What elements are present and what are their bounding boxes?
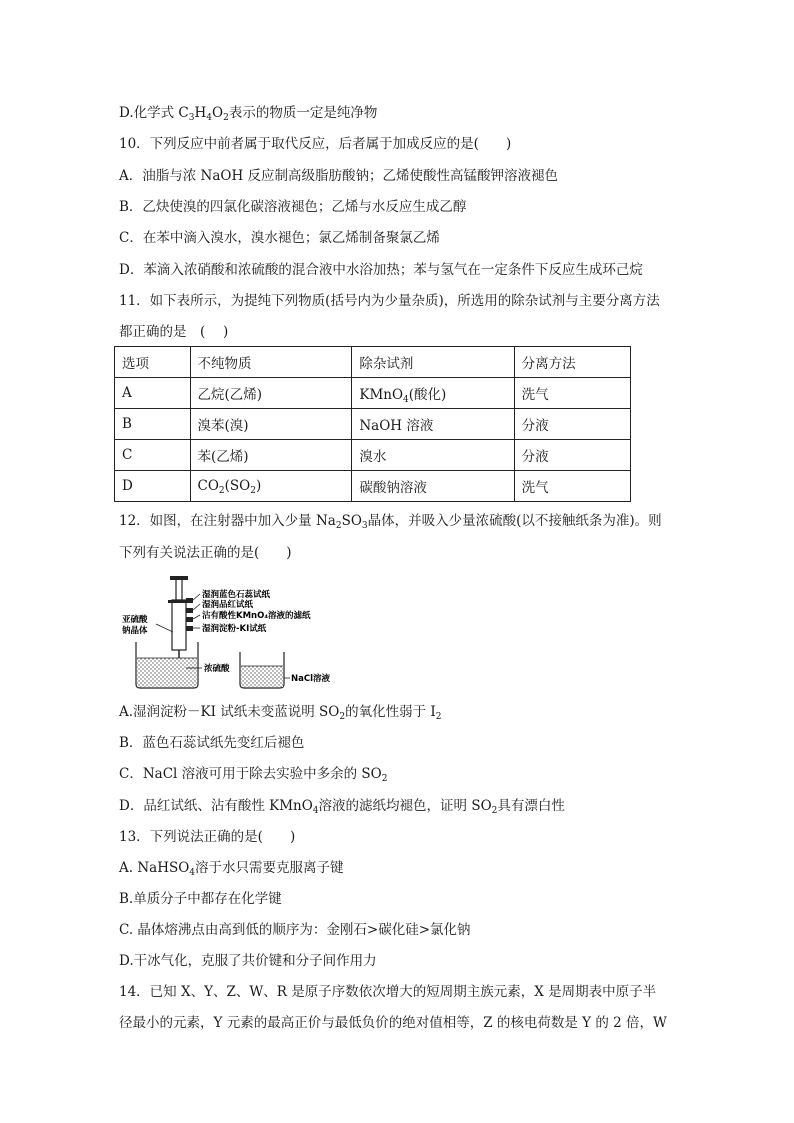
label-nacl: NaCl溶液 bbox=[291, 674, 331, 684]
line-q10d bbox=[119, 261, 643, 279]
label-starch-ki: 湿润淀粉-KI试纸 bbox=[202, 624, 267, 634]
subscript: 2 bbox=[218, 486, 225, 496]
text-run: SO bbox=[341, 513, 362, 529]
line-q10b bbox=[119, 198, 466, 216]
label-conc-acid: 浓硫酸 bbox=[204, 664, 230, 674]
text-run: D.干冰气化，克服了共价键和分子间作用力 bbox=[119, 953, 377, 969]
nacl-liquid-icon bbox=[241, 666, 283, 687]
label-sulfite-1: 亚硫酸 bbox=[122, 615, 148, 625]
text-run: ) bbox=[255, 478, 262, 494]
table-cell bbox=[352, 471, 514, 502]
text-run: (酸化) bbox=[408, 387, 447, 403]
table-row bbox=[115, 409, 631, 440]
subscript: 2 bbox=[491, 806, 498, 816]
conc-acid-liquid-icon bbox=[137, 658, 197, 687]
text-run: C bbox=[122, 447, 133, 463]
text-run: 洗气 bbox=[521, 387, 549, 403]
line-q11 bbox=[119, 292, 660, 310]
text-run: B bbox=[122, 416, 132, 432]
text-run: D．苯滴入浓硝酸和浓硫酸的混合液中水浴加热；苯与氢气在一定条件下反应生成环己烷 bbox=[119, 262, 643, 278]
table-row bbox=[115, 378, 631, 409]
line-q13b bbox=[119, 890, 282, 908]
subscript: 2 bbox=[335, 521, 342, 531]
table-header-cell: 选项 bbox=[115, 347, 191, 378]
text-run: A bbox=[122, 385, 132, 401]
table-cell bbox=[115, 471, 191, 502]
line-q11b bbox=[119, 323, 228, 341]
text-run: 的氧化性弱于 I bbox=[345, 704, 436, 720]
line-q12bb bbox=[119, 734, 304, 752]
line-q13 bbox=[119, 828, 295, 846]
text-run: 具有漂白性 bbox=[497, 798, 565, 814]
table-header-row bbox=[115, 347, 631, 378]
text-run: B．蓝色石蕊试纸先变红后褪色 bbox=[119, 735, 305, 751]
line-q9d bbox=[119, 104, 377, 122]
table-cell bbox=[190, 409, 352, 440]
subscript: 2 bbox=[250, 486, 256, 496]
table-cell bbox=[514, 409, 630, 440]
table-cell bbox=[115, 378, 191, 409]
table-cell bbox=[115, 440, 191, 471]
paper-strip-3-icon bbox=[186, 617, 193, 622]
line-q12b bbox=[119, 544, 292, 562]
subscript: 2 bbox=[381, 774, 388, 784]
label-blue-litmus: 湿润蓝色石蕊试纸 bbox=[202, 590, 271, 600]
text-run: 都正确的是 ( ) bbox=[119, 324, 229, 340]
line-q14b bbox=[119, 1014, 667, 1032]
options-table bbox=[114, 346, 631, 502]
text-run: C．在苯中滴入溴水，溴水褪色；氯乙烯制备聚氯乙烯 bbox=[119, 230, 440, 246]
subscript: 4 bbox=[189, 868, 196, 878]
text-run: 碳酸钠溶液 bbox=[359, 480, 427, 496]
table-cell bbox=[514, 440, 630, 471]
text-run: B.单质分子中都存在化学键 bbox=[119, 891, 282, 907]
table-cell bbox=[352, 409, 514, 440]
line-q13a bbox=[119, 859, 344, 877]
text-run: 乙烷(乙烯) bbox=[197, 387, 263, 403]
text-run: C．NaCl 溶液可用于除去实验中多余的 SO bbox=[119, 766, 382, 782]
text-run: 溶于水只需要克服离子键 bbox=[195, 860, 344, 876]
subscript: 3 bbox=[188, 113, 195, 123]
text-run: 溴水 bbox=[359, 449, 387, 465]
subscript: 2 bbox=[223, 113, 229, 123]
text-run: 晶体，并吸入少量浓硫酸(以不接触纸条为准)。则 bbox=[367, 513, 662, 529]
table-cell bbox=[190, 378, 352, 409]
text-run: CO bbox=[197, 478, 219, 494]
line-q10a bbox=[119, 167, 558, 185]
line-q12a bbox=[119, 703, 441, 721]
text-run: KMnO bbox=[359, 387, 404, 403]
text-run: D.化学式 C bbox=[119, 105, 189, 121]
text-run: D bbox=[122, 478, 133, 494]
paper-strip-2-icon bbox=[186, 608, 193, 613]
syringe-plunger-icon bbox=[176, 578, 182, 600]
text-run: NaOH 溶液 bbox=[359, 418, 434, 434]
text-run: 溴苯(溴) bbox=[197, 418, 249, 434]
table-header-cell: 不纯物质 bbox=[190, 347, 352, 378]
subscript: 4 bbox=[206, 113, 213, 123]
apparatus-diagram bbox=[118, 572, 398, 692]
text-run: 分液 bbox=[521, 418, 549, 434]
plunger-head-icon bbox=[170, 576, 188, 580]
subscript: 3 bbox=[361, 521, 368, 531]
table-cell bbox=[190, 471, 352, 502]
text-run: C. 晶体熔沸点由高到低的顺序为：金刚石>碳化硅>氯化钠 bbox=[119, 922, 471, 938]
table-cell bbox=[190, 440, 352, 471]
apparatus-figure bbox=[118, 572, 398, 692]
text-run: 13．下列说法正确的是( ) bbox=[119, 829, 296, 845]
text-run: 苯(乙烯) bbox=[197, 449, 249, 465]
text-run: H bbox=[194, 105, 207, 121]
table-header-cell: 除杂试剂 bbox=[352, 347, 514, 378]
line-q12 bbox=[119, 512, 662, 530]
subscript: 4 bbox=[403, 395, 409, 405]
text-run: 下列有关说法正确的是( ) bbox=[119, 545, 292, 561]
table-cell bbox=[352, 378, 514, 409]
subscript: 4 bbox=[312, 806, 319, 816]
line-q13d bbox=[119, 952, 377, 970]
text-run: (SO bbox=[224, 478, 251, 494]
table-cell bbox=[352, 440, 514, 471]
text-run: 溶液的滤纸均褪色，证明 SO bbox=[318, 798, 492, 814]
table-cell bbox=[514, 378, 630, 409]
text-run: A. NaHSO bbox=[119, 860, 190, 876]
line-q13c bbox=[119, 921, 471, 939]
text-run: O bbox=[212, 105, 224, 121]
text-run: B．乙炔使溴的四氯化碳溶液褪色；乙烯与水反应生成乙醇 bbox=[119, 199, 467, 215]
text-run: 径最小的元素，Y 元素的最高正价与最低负价的绝对值相等，Z 的核电荷数是 Y 的 2 倍，W bbox=[119, 1015, 667, 1031]
text-run: 14．已知 X、Y、Z、W、R 是原子序数依次增大的短周期主族元素，X 是周期表中原子半 bbox=[119, 984, 657, 1000]
line-q14 bbox=[119, 983, 656, 1001]
text-run: A．油脂与浓 NaOH 反应制高级脂肪酸钠；乙烯使酸性高锰酸钾溶液褪色 bbox=[119, 168, 559, 184]
syringe-barrel-icon bbox=[172, 600, 186, 650]
subscript: 2 bbox=[435, 712, 442, 722]
line-q12c bbox=[119, 765, 387, 783]
text-run: 11．如下表所示，为提纯下列物质(括号内为少量杂质)，所选用的除杂试剂与主要分离方法 bbox=[119, 293, 660, 309]
paper-strip-1-icon bbox=[186, 598, 193, 603]
subscript: 2 bbox=[339, 712, 346, 722]
table-row bbox=[115, 440, 631, 471]
line-q10 bbox=[119, 135, 511, 153]
table-header-cell: 分离方法 bbox=[514, 347, 630, 378]
label-sulfite-2: 钠晶体 bbox=[122, 626, 148, 636]
text-run: 表示的物质一定是纯净物 bbox=[228, 105, 378, 121]
table-cell bbox=[514, 471, 630, 502]
line-q12d bbox=[119, 797, 565, 815]
table-row bbox=[115, 471, 631, 502]
text-run: 10．下列反应中前者属于取代反应，后者属于加成反应的是( ) bbox=[119, 136, 512, 152]
table-cell bbox=[115, 409, 191, 440]
text-run: D．品红试纸、沾有酸性 KMnO bbox=[119, 798, 313, 814]
text-run: 洗气 bbox=[521, 480, 549, 496]
text-run: A.湿润淀粉－KI 试纸未变蓝说明 SO bbox=[119, 704, 340, 720]
label-kmno4-paper: 沾有酸性KMnO₄溶液的滤纸 bbox=[202, 611, 311, 621]
line-q10c bbox=[119, 229, 440, 247]
text-run: 分液 bbox=[521, 449, 549, 465]
label-red-paper: 湿润品红试纸 bbox=[202, 600, 254, 610]
text-run: 12．如图，在注射器中加入少量 Na bbox=[119, 513, 336, 529]
paper-strip-4-icon bbox=[186, 626, 193, 631]
